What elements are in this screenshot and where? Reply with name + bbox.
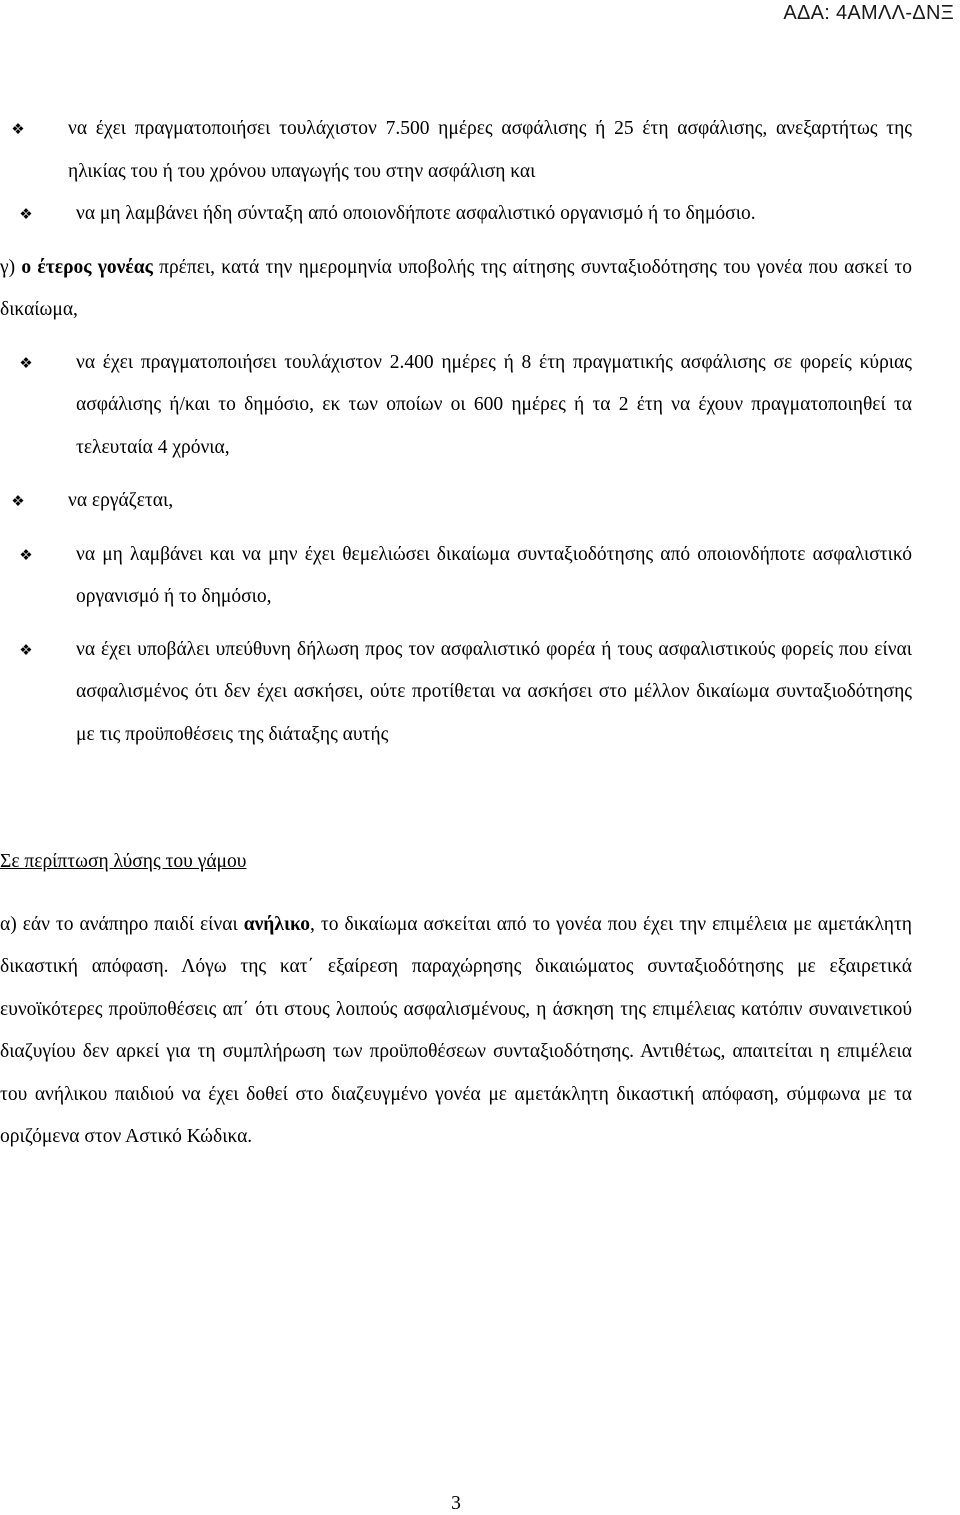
- page-number: 3: [451, 1493, 461, 1514]
- gamma-rest: πρέπει, κατά την ημερομηνία υποβολής της αίτησης συνταξιοδότησης του γονέα που ασκεί το δικαίωμα,: [0, 256, 912, 320]
- diamond-bullet-icon: ❖: [19, 353, 33, 372]
- diamond-bullet-icon: ❖: [19, 545, 33, 564]
- paragraph-alpha: [0, 904, 912, 1159]
- section-heading: Σε περίπτωση λύσης του γάμου: [0, 851, 247, 872]
- diamond-bullet-icon: ❖: [11, 492, 25, 510]
- list-item: [11, 108, 912, 193]
- alpha-rest: , το δικαίωμα ασκείται από το γονέα που έχει την επιμέλεια με αμετάκλητη δικαστική απόφαση. Λόγω της κατ΄ εξαίρεση παραχώρησης δικαιώματος συνταξιοδότησης με εξαιρετικά ευνοϊκότερες προϋποθέσεις απ΄ ότι στους λοιπούς ασφαλισμένους, η άσκηση της επιμέλειας κατόπιν συναινετικού διαζυγίου δεν αρκεί για τη συμπλήρωση των προϋποθέσεων συνταξιοδότησης. Αντιθέτως, απαιτείται η επιμέλεια του ανήλικου παιδιού να έχει δοθεί στο διαζευγμένο γονέα με αμετάκλητη δικαστική απόφαση, σύμφωνα με τα οριζόμενα στον Αστικό Κώδικα.: [0, 913, 913, 1147]
- diamond-bullet-icon: ❖: [19, 205, 33, 223]
- list-item: [19, 193, 912, 236]
- diamond-bullet-icon: ❖: [19, 640, 33, 659]
- list-item-text: να μη λαμβάνει και να μην έχει θεμελιώσει δικαίωμα συνταξιοδότησης από οποιονδήποτε ασφαλιστικό οργανισμό ή το δημόσιο,: [76, 543, 912, 607]
- list-item: [19, 534, 912, 619]
- paragraph-gamma: [0, 247, 912, 332]
- gamma-bold: ο έτερος γονέας: [21, 256, 153, 278]
- document-body: [0, 108, 912, 1159]
- diamond-bullet-icon: ❖: [11, 120, 25, 138]
- list-item: [19, 342, 912, 470]
- list-item-text: να έχει πραγματοποιήσει τουλάχιστον 7.500 ημέρες ασφάλισης ή 25 έτη ασφάλισης, ανεξαρτήτως της ηλικίας του ή του χρόνου υπαγωγής του στην ασφάλιση και: [68, 118, 912, 182]
- list-item: [19, 629, 912, 757]
- list-item-text: να εργάζεται,: [68, 490, 174, 511]
- ada-code: ΑΔΑ: 4ΑΜΛΛ-ΔΝΞ: [783, 2, 954, 24]
- list-item-text: να έχει πραγματοποιήσει τουλάχιστον 2.400 ημέρες ή 8 έτη πραγματικής ασφάλισης σε φορείς κύριας ασφάλισης ή/και το δημόσιο, εκ των οποίων οι 600 ημέρες ή τα 2 έτη να έχουν πραγματοποιηθεί τα τελευταία 4 χρόνια,: [76, 351, 912, 458]
- gamma-prefix: γ): [0, 256, 22, 278]
- list-item: [11, 480, 912, 523]
- alpha-bold: ανήλικο: [243, 913, 311, 935]
- list-item-text: να έχει υποβάλει υπεύθυνη δήλωση προς τον ασφαλιστικό φορέα ή τους ασφαλιστικούς φορείς που είναι ασφαλισμένος ότι δεν έχει ασκήσει, ούτε προτίθεται να ασκήσει στο μέλλον δικαίωμα συνταξιοδότησης με τις προϋποθέσεις της διάταξης αυτής: [76, 638, 912, 745]
- alpha-prefix: α) εάν το ανάπηρο παιδί είναι: [0, 913, 244, 935]
- list-item-text: να μη λαμβάνει ήδη σύνταξη από οποιονδήποτε ασφαλιστικό οργανισμό ή το δημόσιο.: [76, 203, 756, 224]
